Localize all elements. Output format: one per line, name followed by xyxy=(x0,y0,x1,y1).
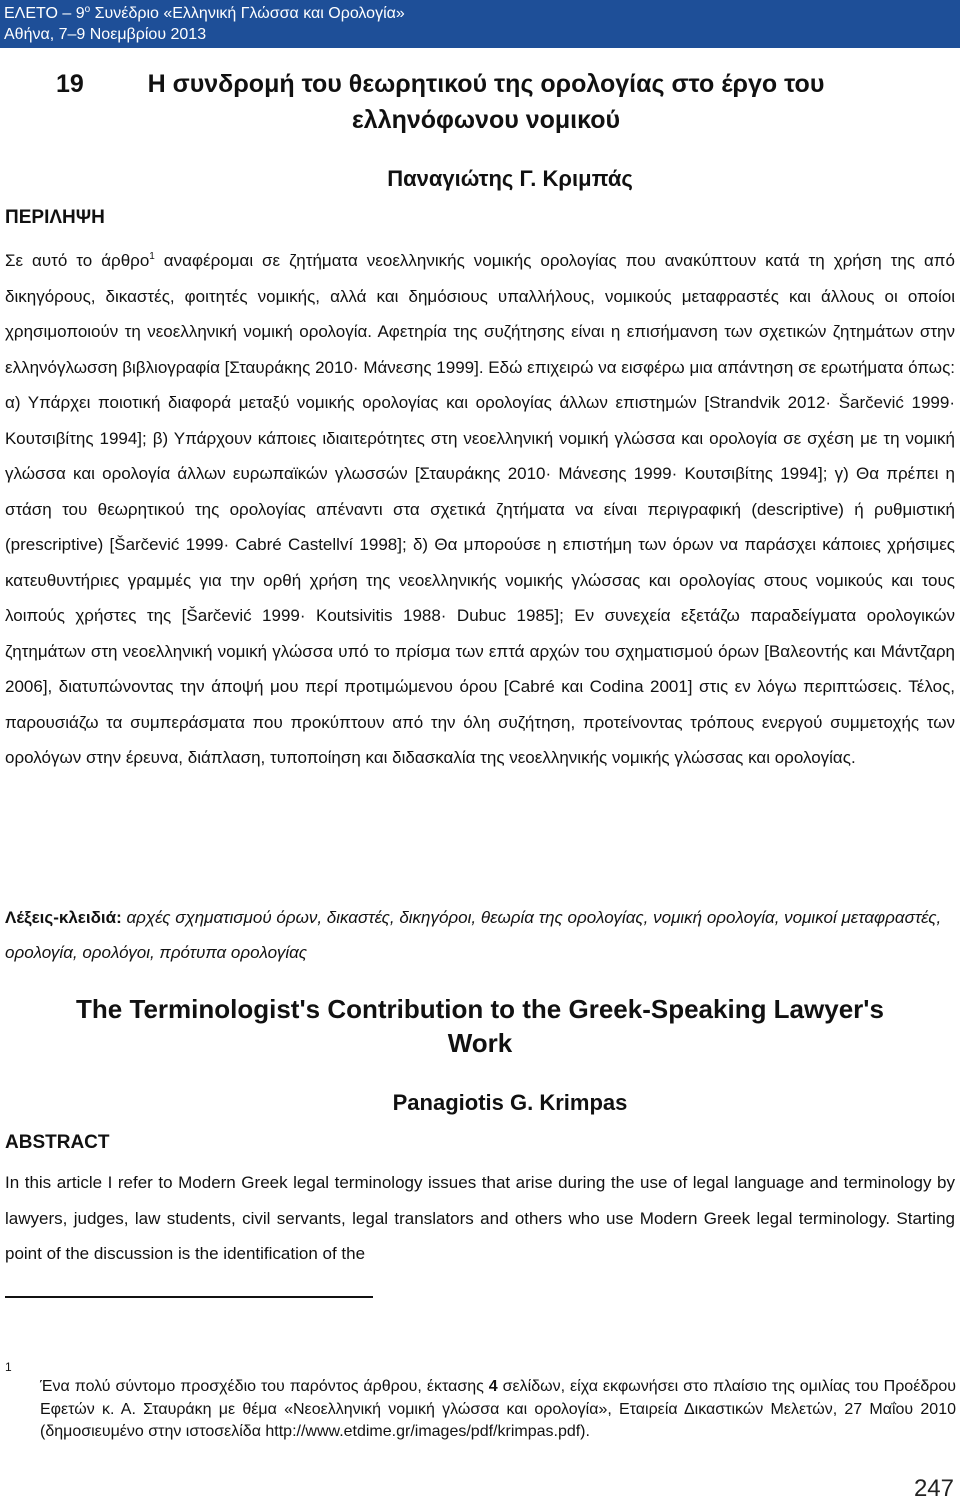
english-author: Panagiotis G. Krimpas xyxy=(392,1090,628,1115)
conference-header xyxy=(0,0,960,48)
greek-abstract-body: αναφέρομαι σε ζητήματα νεοελληνικής νομικής ορολογίας που ανακύπτουν κατά τη χρήση της από δικηγόρους, δικαστές, φοιτητές νομικής, αλλά και δημόσιους υπαλλήλους, νομικούς μεταφραστές και άλλους οι οποίοι χρησιμοποιούν τη νεοελληνική νομική ορολογία. Αφετηρία της συζήτησης είναι η επισήμανση των σχετικών ζητημάτων στην ελληνόγλωσση βιβλιογραφία [Σταυράκης 2010· Μάνεσης 1999]. Εδώ επιχειρώ να εισφέρω μια απάντηση σε ερωτήματα όπως: α) Υπάρχει ποιοτική διαφορά μεταξύ νομικής ορολογίας και ορολογίας άλλων επιστημών [Strandvik 2012· Šarčević 1999· Κουτσιβίτης 1994]; β) Υπάρχουν κάποιες ιδιαιτερότητες στη νεοελληνική νομική γλώσσα και ορολογία σε σχέση με τη νομική γλώσσα και ορολογία άλλων ευρωπαϊκών γλωσσών [Σταυράκης 2010· Μάνεσης 1999· Κουτσιβίτης 1994]; γ) Θα πρέπει η στάση του θεωρητικού της ορολογίας απέναντι στα σχετικά ζητήματα να είναι περιγραφική (descriptive) ή ρυθμιστική (prescriptive) [Šarčević 1999· Cabré Castellví 1998]; δ) Θα μπορούσε η επιστήμη των όρων να παράσχει κάποιες χρήσιμες κατευθυντήριες γραμμές για την ορθή χρήση της νεοελληνικής νομικής γλώσσας και ορολογίας στους νομικούς και τους λοιπούς χρήστες της [Šarčević 1999· Koutsivitis 1988· Dubuc 1985]; Εν συνεχεία εξετάζω παραδείγματα ορολογικών ζητημάτων στη νεοελληνική νομική γλώσσα υπό το πρίσμα των επτά αρχών του σχηματισμού όρων [Βαλεοντής και Μάντζαρη 2006], διατυπώνοντας την άποψή μου περί προτιμώμενου όρου [Cabré και Codina 2001] στις εν λόγω περιπτώσεις. Τέλος, παρουσιάζω τα συμπεράσματα που προκύπτουν από την όλη συζήτηση, προτείνοντας τρόπους ενεργού συμμετοχής των ορολόγων στην έρευνα, διάπλαση, τυποποίηση και διδασκαλία της νεοελληνικής νομικής γλώσσας και ορολογίας. xyxy=(5,251,955,767)
conference-title-text: ΕΛΕΤΟ – 9 xyxy=(4,5,85,22)
greek-title-line-1: Η συνδρομή του θεωρητικού της ορολογίας στο έργο του xyxy=(147,70,825,98)
keywords-list: αρχές σχηματισμού όρων, δικαστές, δικηγόροι, θεωρία της ορολογίας, νομική ορολογία, νομικοί μεταφραστές, ορολογία, ορολόγοι, πρότυπα ορολογίας xyxy=(5,908,942,962)
conference-title-rest: Συνέδριο «Ελληνική Γλώσσα και Ορολογία» xyxy=(90,5,405,22)
greek-title xyxy=(56,66,916,138)
footnote-page-count: 4 xyxy=(488,1378,498,1395)
greek-abstract xyxy=(5,243,955,776)
footnote-text-start: Ένα πολύ σύντομο προσχέδιο του παρόντος άρθρου, έκτασης xyxy=(40,1378,489,1395)
conference-date: Αθήνα, 7–9 Νοεμβρίου 2013 xyxy=(4,26,207,43)
chapter-number: 19 xyxy=(56,70,84,98)
keywords-label: Λέξεις-κλειδιά: xyxy=(5,908,122,927)
footnote-text xyxy=(40,1376,956,1444)
english-title-line-2: Work xyxy=(447,1028,513,1058)
ordinal-superscript: ο xyxy=(84,4,91,15)
footnote-text-end: σελίδων, είχα εκφωνήσει στο πλαίσιο της ομιλίας του Προέδρου Εφετών κ. Α. Σταυράκη με θέμα «Νεοελληνική νομική γλώσσα και ορολογία», Εταιρεία Δικαστικών Μελετών, 27 Μαΐου 2010 (δημοσιευμένο στην ιστοσελίδα http://www.etdime.gr/images/pdf/krimpas.pdf). xyxy=(40,1378,956,1440)
greek-abstract-start: Σε αυτό το άρθρο xyxy=(5,251,150,270)
greek-keywords xyxy=(5,900,955,970)
footnote-mark: 1 xyxy=(5,1360,12,1374)
english-title xyxy=(0,992,960,1060)
greek-title-line-2: ελληνόφωνου νομικού xyxy=(351,106,621,134)
english-abstract: In this article I refer to Modern Greek legal terminology issues that arise during the use of legal language and terminology by lawyers, judges, law students, civil servants, legal translators and others who use Modern Greek legal terminology. Starting point of the discussion is the identification of the xyxy=(5,1173,955,1263)
footnote-separator xyxy=(5,1296,373,1298)
english-title-line-1: The Terminologist's Contribution to the Greek-Speaking Lawyer's xyxy=(76,994,884,1024)
footnote-reference[interactable]: 1 xyxy=(149,251,155,262)
greek-abstract-heading: ΠΕΡΙΛΗΨΗ xyxy=(5,207,105,228)
english-abstract-heading: ABSTRACT xyxy=(5,1132,110,1153)
greek-author: Παναγιώτης Γ. Κριμπάς xyxy=(387,166,633,191)
conference-title xyxy=(4,3,960,24)
page-number: 247 xyxy=(913,1475,954,1502)
